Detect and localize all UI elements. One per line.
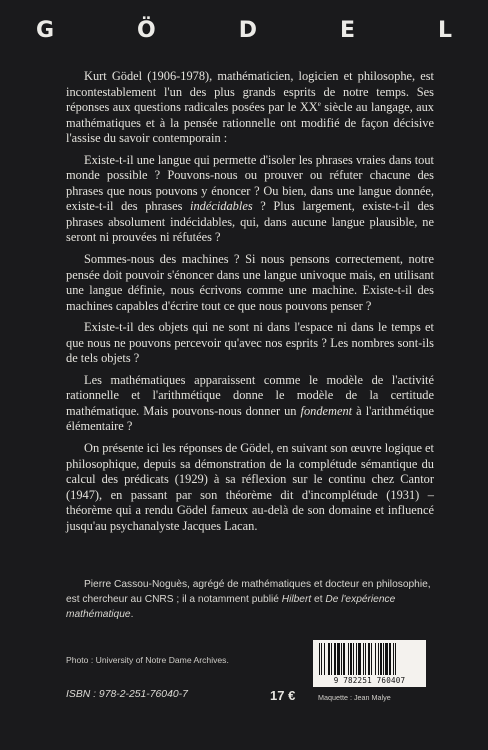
barcode-bar (337, 643, 340, 675)
paragraph-intro: Kurt Gödel (1906-1978), mathématicien, logicien et philosophe, est incontestablement l'un des plus grands esprits de notre temps. Ses réponses aux questions radicales posées par le XXe siècle au langage, aux mathématiques et à la pensée rationnelle ont modifié de façon décisive l'assise du savoir contemporain : (66, 69, 434, 146)
barcode-bar (350, 643, 352, 675)
barcode-bar (324, 643, 325, 675)
barcode-bar (365, 643, 366, 675)
price: 17 € (270, 688, 296, 703)
paragraph-summary: On présente ici les réponses de Gödel, en suivant son œuvre logique et philosophique, depuis sa démonstration de la complétude sémantique du calcul des prédicats (1929) à sa réflexion sur le continu chez Cantor (1947), en passant par son théorème dit d'incomplétude (1931) – théorème qui a rendu Gödel fameux au-delà de son domaine et influencé jusqu'au psychanalyste Jacques Lacan. (66, 441, 434, 533)
paragraph-language: Existe-t-il une langue qui permette d'isoler les phrases vraies dans tout monde possible ? Pouvons-nous ou prouver ou réfuter chacune des phrases que nous pouvons y énoncer ? Ou bien, dans une langue donnée, existe-t-il des phrases indécidables ? Plus largement, existe-t-il des phrases absolument indécidables, qui, dans aucune langue plausible, ne seront ni prouvées ni réfutées ? (66, 152, 434, 245)
paragraph-mathematics: Les mathématiques apparaissent comme le modèle de l'activité rationnelle et l'arithmétique donne le modèle de la certitude mathématique. Mais pouvons-nous donner un fondement à l'arithmétique élémentaire ? (66, 372, 434, 434)
barcode-number: 9 782251 760407 (333, 676, 406, 685)
barcode-bar (343, 643, 345, 675)
paragraph-objects: Existe-t-il des objets qui ne sont ni dans l'espace ni dans le temps et que nous ne pouvons percevoir qu'avec nos esprits ? Les nombres sont-ils de tels objets ? (66, 320, 434, 366)
barcode-bar (378, 643, 379, 675)
title-letter: L (437, 18, 452, 43)
barcode-bar (341, 643, 342, 675)
book-title (36, 18, 452, 43)
isbn: ISBN : 978-2-251-76040-7 (66, 689, 188, 700)
barcode-bar (375, 643, 376, 675)
barcode-bar (358, 643, 361, 675)
title-letter: D (238, 18, 257, 43)
barcode-bar (385, 643, 388, 675)
barcode-bar (321, 643, 322, 675)
barcode-bar (353, 643, 354, 675)
back-cover-blurb (66, 69, 434, 540)
barcode-bar (368, 643, 370, 675)
barcode-bar (389, 643, 391, 675)
title-letter: G (36, 18, 55, 43)
barcode-bar (334, 643, 336, 675)
barcode-bar (393, 643, 394, 675)
author-bio: Pierre Cassou-Noguès, agrégé de mathématiques et docteur en philosophie, est chercheur au CNRS ; il a notamment publié Hilbert et De l'expérience mathématique. (66, 579, 431, 620)
barcode-bar (383, 643, 384, 675)
barcode-bar (363, 643, 364, 675)
barcode-bar (331, 643, 332, 675)
design-credit: Maquette : Jean Malye (318, 693, 391, 702)
barcode-bar (319, 643, 320, 675)
barcode (313, 640, 426, 687)
barcode-bar (328, 643, 330, 675)
paragraph-machines: Sommes-nous des machines ? Si nous pensons correctement, notre pensée doit pouvoir s'énoncer dans une langue univoque mais, en utilisant une langue définie, nous écrivons comme une machine. Existe-t-il des machines capables d'écrire tout ce que nous pouvons penser ? (66, 252, 434, 313)
barcode-bar (395, 643, 396, 675)
barcode-bars (317, 643, 422, 675)
barcode-bar (380, 643, 382, 675)
title-letter: E (339, 18, 355, 43)
barcode-bar (348, 643, 349, 675)
barcode-bar (356, 643, 357, 675)
title-letter: Ö (137, 18, 156, 43)
barcode-bar (371, 643, 372, 675)
photo-credit: Photo : University of Notre Dame Archives. (66, 655, 229, 665)
